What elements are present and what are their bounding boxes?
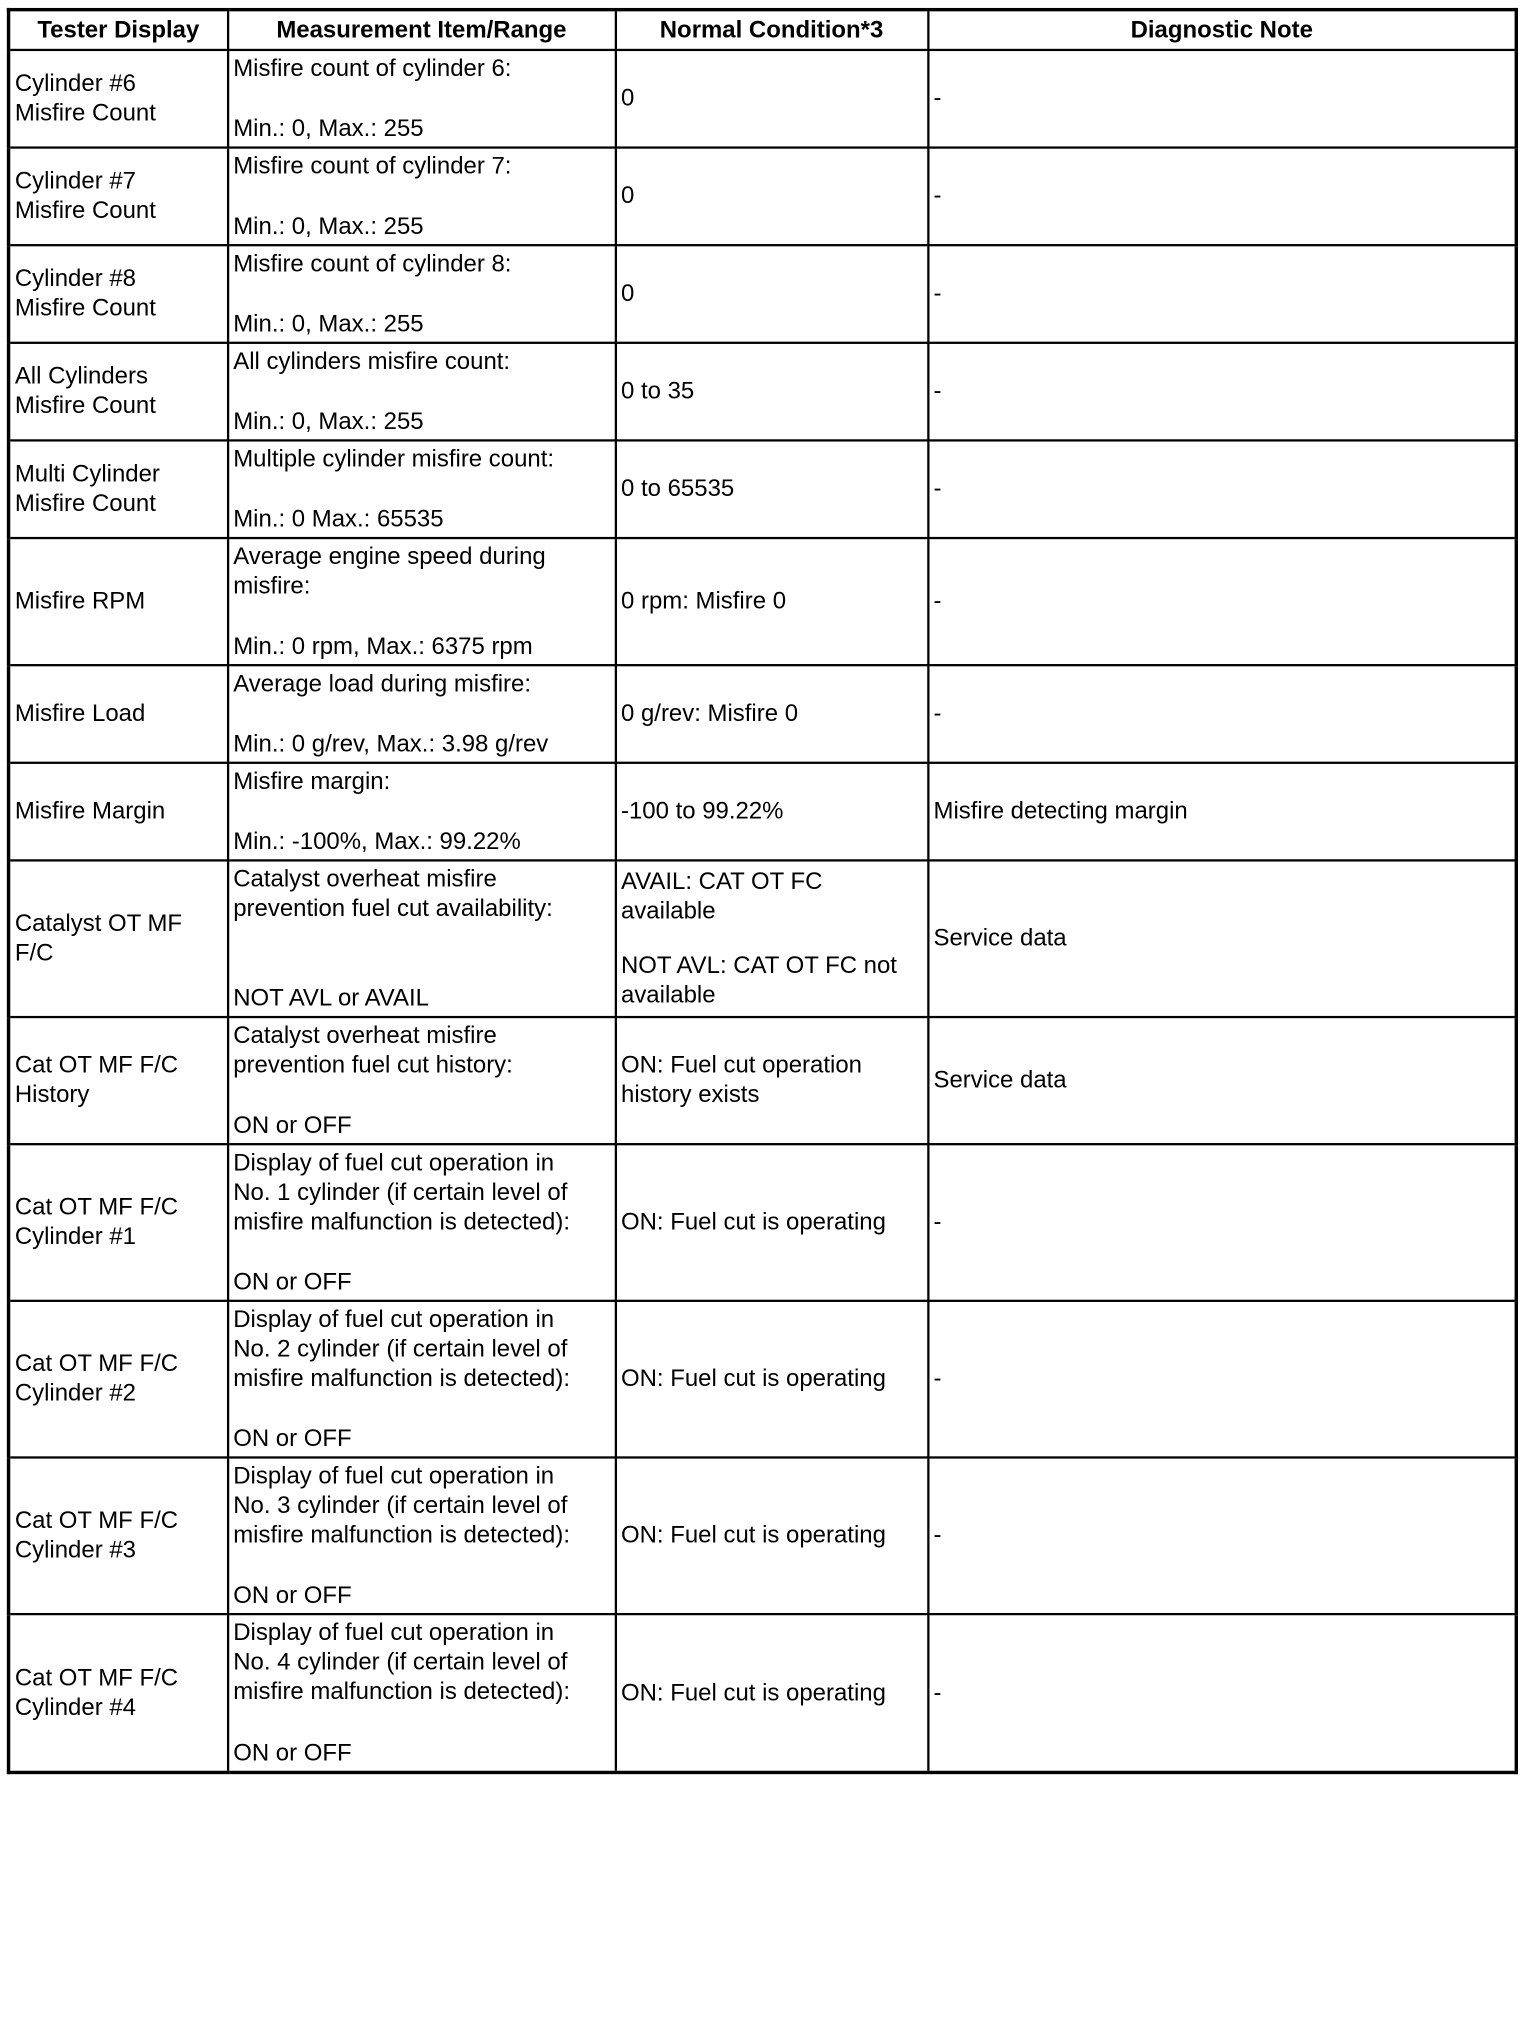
normal-condition-cell [615, 148, 927, 246]
table-row [9, 763, 1517, 861]
normal-condition-text: 0 [621, 182, 635, 209]
measurement-item-cell [228, 1457, 616, 1614]
header-tester-display: Tester Display [9, 10, 228, 50]
normal-condition-cell [615, 763, 927, 861]
table-row [9, 538, 1517, 665]
measurement-range: ON or OFF [233, 1112, 352, 1139]
normal-condition-cell [615, 343, 927, 441]
measurement-item-cell [228, 538, 616, 665]
measurement-item-label: Display of fuel cut operation in No. 1 cylinder (if certain level of misfire malfunction is detected): [233, 1149, 571, 1235]
diagnostic-note-cell: - [928, 1301, 1516, 1458]
measurement-item-cell [228, 343, 616, 441]
table-row [9, 665, 1517, 763]
table-row [9, 860, 1517, 1017]
tester-display-cell: Cat OT MF F/C Cylinder #1 [9, 1144, 228, 1301]
diagnostic-note-cell: - [928, 1457, 1516, 1614]
table-row [9, 1457, 1517, 1614]
tester-display-cell: Cat OT MF F/C Cylinder #2 [9, 1301, 228, 1458]
measurement-range: Min.: 0 Max.: 65535 [233, 506, 444, 533]
tester-display-cell: Misfire RPM [9, 538, 228, 665]
diagnostic-note-cell: - [928, 148, 1516, 246]
measurement-item-label: Multiple cylinder misfire count: [233, 446, 555, 473]
tester-display-cell: Misfire Load [9, 665, 228, 763]
tester-display-cell: Cylinder #7 Misfire Count [9, 148, 228, 246]
normal-condition-text: AVAIL: CAT OT FC available [621, 868, 823, 924]
measurement-item-cell [228, 148, 616, 246]
normal-condition-cell [615, 538, 927, 665]
measurement-item-cell [228, 1017, 616, 1144]
measurement-item-cell [228, 860, 616, 1017]
measurement-item-label: Catalyst overheat misfire prevention fuel cut history: [233, 1022, 513, 1079]
measurement-item-cell [228, 665, 616, 763]
normal-condition-cell [615, 665, 927, 763]
normal-condition-text: ON: Fuel cut is operating [621, 1679, 886, 1706]
diagnostic-note-cell: - [928, 245, 1516, 343]
diagnostic-note-cell: - [928, 665, 1516, 763]
measurement-item-label: Average engine speed during misfire: [233, 543, 546, 600]
tester-display-cell: Cat OT MF F/C Cylinder #4 [9, 1614, 228, 1772]
table-row [9, 1301, 1517, 1458]
normal-condition-text: -100 to 99.22% [621, 797, 784, 825]
measurement-item-label: Misfire count of cylinder 8: [233, 250, 512, 277]
table-row [9, 1144, 1517, 1301]
tester-display-cell: Cylinder #8 Misfire Count [9, 245, 228, 343]
normal-condition-text: 0 [621, 85, 635, 112]
measurement-range: Min.: -100%, Max.: 99.22% [233, 828, 521, 855]
measurement-item-label: Catalyst overheat misfire prevention fuel cut availability: [233, 866, 553, 922]
normal-condition-cell [615, 1017, 927, 1144]
measurement-item-cell [228, 1614, 616, 1772]
normal-condition-text: ON: Fuel cut operation history exists [621, 1052, 862, 1108]
measurement-item-cell [228, 440, 616, 538]
measurement-range: Min.: 0, Max.: 255 [233, 311, 424, 338]
measurement-item-label: Display of fuel cut operation in No. 4 cylinder (if certain level of misfire malfunction is detected): [233, 1619, 571, 1705]
measurement-item-label: Misfire count of cylinder 7: [233, 153, 512, 180]
normal-condition-text: 0 to 35 [621, 377, 695, 405]
tester-display-cell: Multi Cylinder Misfire Count [9, 440, 228, 538]
normal-condition-text: NOT AVL: CAT OT FC not available [621, 952, 897, 1008]
diagnostic-note-cell: - [928, 1144, 1516, 1301]
diagnostic-note-cell: Service data [928, 1017, 1516, 1144]
measurement-range: ON or OFF [233, 1425, 352, 1452]
measurement-range: NOT AVL or AVAIL [233, 985, 429, 1012]
measurement-range: Min.: 0 g/rev, Max.: 3.98 g/rev [233, 731, 549, 758]
tester-display-cell: All Cylinders Misfire Count [9, 343, 228, 441]
measurement-range: Min.: 0, Max.: 255 [233, 115, 424, 142]
measurement-item-cell [228, 763, 616, 861]
header-diagnostic-note: Diagnostic Note [928, 10, 1516, 50]
table-row [9, 1017, 1517, 1144]
measurement-range: ON or OFF [233, 1269, 352, 1296]
normal-condition-text: 0 [621, 280, 635, 307]
normal-condition-cell [615, 860, 927, 1017]
diagnostic-note-cell: Service data [928, 860, 1516, 1017]
measurement-item-cell [228, 1301, 616, 1458]
table-row [9, 245, 1517, 343]
normal-condition-text: ON: Fuel cut is operating [621, 1208, 886, 1235]
normal-condition-cell [615, 245, 927, 343]
normal-condition-text: 0 to 65535 [621, 475, 735, 502]
tester-display-cell: Cat OT MF F/C Cylinder #3 [9, 1457, 228, 1614]
normal-condition-text: 0 rpm: Misfire 0 [621, 587, 787, 615]
measurement-item-label: Average load during misfire: [233, 670, 532, 697]
measurement-item-label: Display of fuel cut operation in No. 2 cylinder (if certain level of misfire malfunction is detected): [233, 1306, 571, 1392]
measurement-range: Min.: 0, Max.: 255 [233, 408, 424, 435]
table-row [9, 1614, 1517, 1772]
diagnostic-note-cell: - [928, 50, 1516, 148]
diagnostic-note-cell: - [928, 343, 1516, 441]
table-row [9, 440, 1517, 538]
tester-display-cell: Cylinder #6 Misfire Count [9, 50, 228, 148]
measurement-range: ON or OFF [233, 1582, 352, 1609]
tester-display-cell: Cat OT MF F/C History [9, 1017, 228, 1144]
measurement-item-label: All cylinders misfire count: [233, 348, 511, 375]
measurement-range: Min.: 0 rpm, Max.: 6375 rpm [233, 633, 533, 660]
normal-condition-cell [615, 1301, 927, 1458]
measurement-item-cell [228, 50, 616, 148]
tester-display-cell: Catalyst OT MF F/C [9, 860, 228, 1017]
measurement-item-label: Display of fuel cut operation in No. 3 cylinder (if certain level of misfire malfunction is detected): [233, 1463, 571, 1549]
table-row [9, 343, 1517, 441]
header-measurement-item: Measurement Item/Range [228, 10, 616, 50]
normal-condition-cell [615, 1457, 927, 1614]
table-row [9, 148, 1517, 246]
measurement-item-cell [228, 1144, 616, 1301]
measurement-item-label: Misfire count of cylinder 6: [233, 55, 512, 82]
diagnostic-note-cell: - [928, 1614, 1516, 1772]
normal-condition-text: ON: Fuel cut is operating [621, 1365, 886, 1392]
diagnostic-note-cell: Misfire detecting margin [928, 763, 1516, 861]
table-row [9, 50, 1517, 148]
diagnostic-note-cell: - [928, 538, 1516, 665]
diagnostic-note-cell: - [928, 440, 1516, 538]
header-normal-condition: Normal Condition*3 [615, 10, 927, 50]
normal-condition-cell [615, 1144, 927, 1301]
measurement-range: Min.: 0, Max.: 255 [233, 213, 424, 240]
measurement-range: ON or OFF [233, 1740, 352, 1767]
normal-condition-cell [615, 50, 927, 148]
diagnostic-data-table [7, 8, 1518, 1774]
normal-condition-text: 0 g/rev: Misfire 0 [621, 700, 799, 727]
measurement-item-label: Misfire margin: [233, 768, 391, 795]
table-header-row [9, 10, 1517, 50]
normal-condition-text: ON: Fuel cut is operating [621, 1522, 886, 1549]
measurement-item-cell [228, 245, 616, 343]
tester-display-cell: Misfire Margin [9, 763, 228, 861]
normal-condition-cell [615, 1614, 927, 1772]
normal-condition-cell [615, 440, 927, 538]
